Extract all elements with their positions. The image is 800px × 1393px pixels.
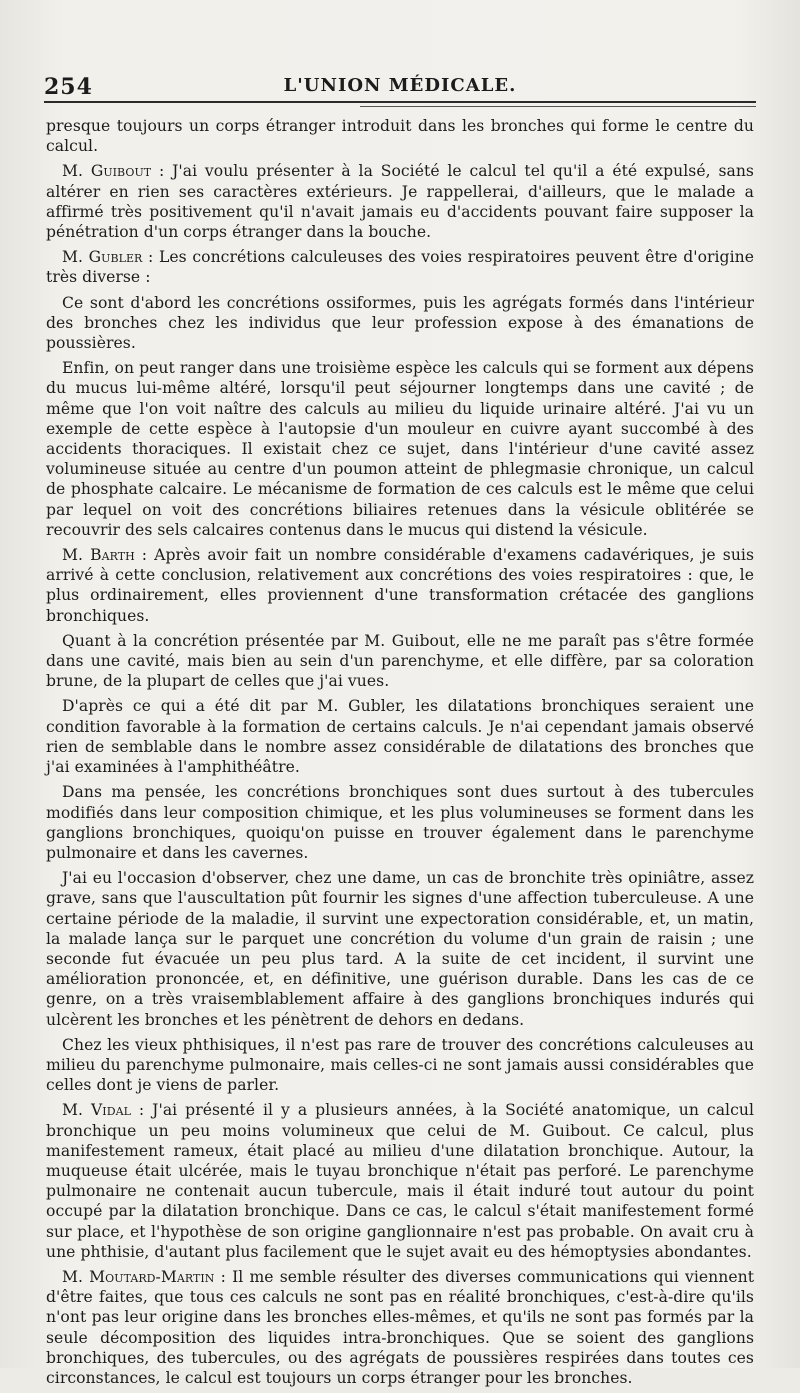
header-rule [44, 101, 756, 103]
paragraph-13 [46, 1267, 754, 1388]
paragraph-7 [46, 631, 754, 692]
speaker-name: M. Barth : [62, 546, 148, 565]
paragraph-text: Ce sont d'abord les concrétions ossiformes, puis les agrégats formés dans l'intérieur des bronches chez les individus que leur profession expose à des émanations de poussières. [46, 293, 754, 353]
paragraph-text: D'après ce qui a été dit par M. Gubler, les dilatations bronchiques seraient une condition favorable à la formation de certains calculs. Je n'ai cependant jamais observé rien de semblable dans le nombre assez considérable de dilatations des bronches que j'ai examinées à l'amphithéâtre. [46, 697, 754, 777]
paragraph-10 [46, 868, 754, 1030]
speaker-name: M. Guibout : [62, 162, 165, 181]
page-header [44, 72, 756, 102]
paragraph-3 [46, 247, 754, 287]
paragraph-text: Enfin, on peut ranger dans une troisième espèce les calculs qui se forment aux dépens du mucus lui-même altéré, lorsqu'il peut séjourner longtemps dans une cavité ; de même que l'on voit naître des calculs au milieu du liquide urinaire altéré. J'ai vu un exemple de cette espèce à l'autopsie d'un mouleur en cuivre ayant succombé à des accidents thoraciques. Il existait chez ce sujet, dans l'intérieur d'une cavité assez volumineuse située au centre d'un poumon atteint de phlegmasie chronique, un calcul de phosphate calcaire. Le mécanisme de formation de ces calculs est le même que celui par lequel on voit des concrétions biliaires retenues dans la vésicule oblitérée se recouvrir des sels calcaires contenus dans le mucus qui distend la vésicule. [46, 359, 754, 539]
paragraph-text: J'ai eu l'occasion d'observer, chez une dame, un cas de bronchite très opiniâtre, assez grave, sans que l'auscultation pût fournir les signes d'une affection tuberculeuse. A une certaine période de la maladie, il survint une expectoration considérable, et, un matin, la malade lança sur le parquet une concrétion du volume d'un grain de raisin ; une seconde fut évacuée un peu plus tard. A la suite de cet incident, il survint une amélioration prononcée, et, en définitive, une guérison durable. Dans les cas de ce genre, on a très vraisemblablement affaire à des ganglions bronchiques indurés qui ulcèrent les bronches et les pénètrent de dehors en dedans. [46, 869, 754, 1029]
speaker-name: M. Vidal : [62, 1101, 145, 1120]
paragraph-text: Dans ma pensée, les concrétions bronchiques sont dues surtout à des tubercules modifiés dans leur composition chimique, et les plus volumineuses se forment dans les ganglions bronchiques, quoiqu'on puisse en trouver également dans le parenchyme pulmonaire et dans les cavernes. [46, 783, 754, 862]
paragraph-11 [46, 1035, 754, 1096]
body-text [46, 116, 754, 1393]
paragraph-9 [46, 782, 754, 863]
paragraph-2 [46, 161, 754, 242]
paragraph-8 [46, 696, 754, 777]
paragraph-text: presque toujours un corps étranger introduit dans les bronches qui forme le centre du calcul. [46, 117, 754, 156]
speaker-name: M. Moutard-Martin : [62, 1267, 226, 1286]
paragraph-12 [46, 1100, 754, 1262]
paragraph-6 [46, 545, 754, 626]
header-rule-secondary [360, 106, 756, 107]
page-number: 254 [44, 74, 93, 100]
paragraph-text: Chez les vieux phthisiques, il n'est pas rare de trouver des concrétions calculeuses au milieu du parenchyme pulmonaire, mais celles-ci ne sont jamais aussi considérables que celles dont je viens de parler. [46, 1035, 754, 1095]
paragraph-text: Quant à la concrétion présentée par M. Guibout, elle ne me paraît pas s'être formée dans une cavité, mais bien au sein d'un parenchyme, et elle diffère, par sa coloration brune, de la plupart de celles que j'ai vues. [46, 631, 754, 691]
running-title: L'UNION MÉDICALE. [283, 75, 517, 96]
paragraph-4 [46, 293, 754, 354]
paragraph-text: Après avoir fait un nombre considérable d'examens cadavériques, je suis arrivé à cette conclusion, relativement aux concrétions des voies respiratoires : que, le plus ordinairement, elles proviennent d'une transformation crétacée des ganglions bronchiques. [46, 546, 755, 625]
paragraph-text: J'ai présenté il y a plusieurs années, à la Société anatomique, un calcul bronchique un peu moins volumineux que celui de M. Guibout. Ce calcul, plus manifestement rameux, était placé au milieu d'une dilatation bronchique. Autour, la muqueuse était ulcérée, mais le tuyau bronchique n'était pas perforé. Le parenchyme pulmonaire ne contenait aucun tubercule, mais il était induré tout autour du point occupé par la dilatation bronchique. Dans ce cas, le calcul s'était manifestement formé sur place, et l'hypothèse de son origine ganglionnaire n'est pas probable. On avait cru à une phthisie, d'autant plus facilement que le sujet avait eu des hémoptysies abondantes. [46, 1101, 754, 1261]
paragraph-1 [46, 116, 754, 156]
paragraph-text: J'ai voulu présenter à la Société le calcul tel qu'il a été expulsé, sans altérer en rien ses caractères extérieurs. Je rappellerai, d'ailleurs, que le malade a affirmé très positivement qu'il n'avait jamais eu d'accidents pouvant faire supposer la pénétration d'un corps étranger dans la bouche. [46, 162, 754, 242]
paragraph-text: Il me semble résulter des diverses communications qui viennent d'être faites, que tous ces calculs ne sont pas en réalité bronchiques, c'est-à-dire qu'ils n'ont pas leur origine dans les bronches elles-mêmes, et qu'ils ne sont pas formés par la seule décomposition des liquides intra-bronchiques. Que se soient des ganglions bronchiques, des tubercules, ou des agrégats de poussières respirées dans toutes ces circonstances, le calcul est toujours un corps étranger pour les bronches. [46, 1267, 755, 1387]
paragraph-5 [46, 358, 754, 540]
paragraph-text: Les concrétions calculeuses des voies respiratoires peuvent être d'origine très diverse : [46, 248, 754, 287]
speaker-name: M. Gubler : [62, 248, 154, 267]
